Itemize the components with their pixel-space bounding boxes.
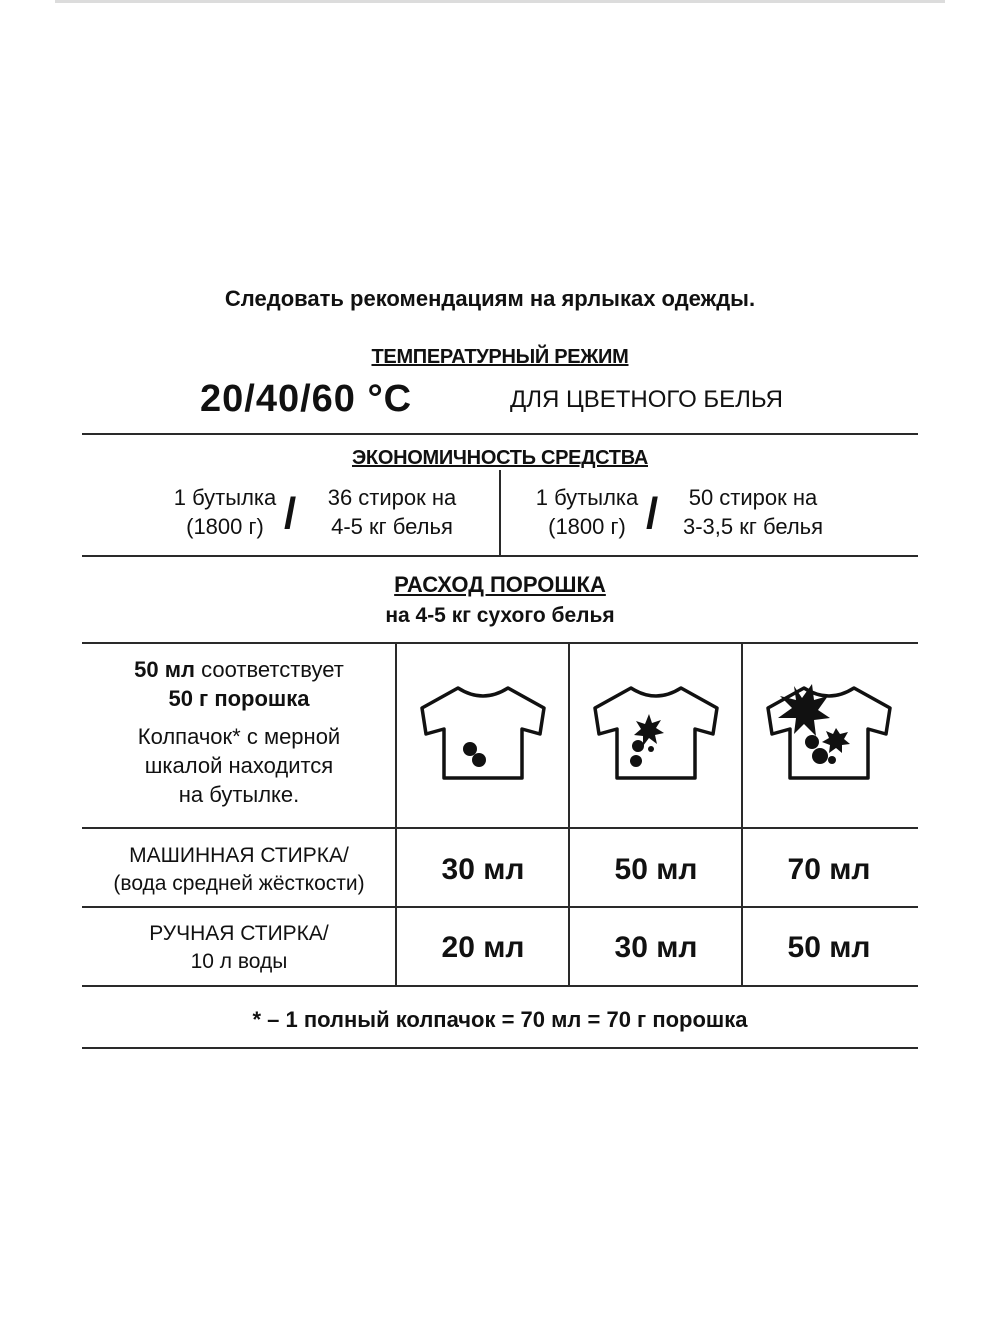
amount-line: 1 бутылка [173, 485, 277, 510]
cap-note-line: шкалой находится [144, 753, 334, 778]
amount-line: (1800 г) [548, 514, 626, 539]
table-row-border [82, 906, 918, 908]
economy-divider [499, 470, 501, 556]
economy-title: ЭКОНОМИЧНОСТЬ СРЕДСТВА [352, 447, 648, 469]
hand-wash-medium: 30 мл [614, 931, 698, 964]
amount-line: (1800 г) [186, 514, 264, 539]
row-label-line: РУЧНАЯ СТИРКА/ [149, 922, 329, 945]
temperature-label: ДЛЯ ЦВЕТНОГО БЕЛЬЯ [510, 386, 783, 413]
hand-wash-label [82, 920, 396, 976]
washes-line: 4-5 кг белья [331, 514, 453, 539]
cap-note-line: Колпачок* с мерной [137, 724, 341, 749]
economy-left-washes [308, 483, 476, 541]
dosage-grams: 50 г порошка [168, 686, 310, 711]
washes-line: 3-3,5 кг белья [682, 514, 824, 539]
row-label-line: (вода средней жёсткости) [113, 872, 365, 895]
care-advice: Следовать рекомендациям на ярлыках одежды. [224, 286, 756, 311]
dosage-ml-line [82, 655, 396, 684]
divider-line [82, 433, 918, 435]
washes-line: 50 стирок на [688, 485, 818, 510]
footnote: * – 1 полный колпачок = 70 мл = 70 г порошка [252, 1007, 748, 1032]
dosage-info [82, 655, 396, 809]
machine-wash-light: 30 мл [441, 853, 525, 886]
consumption-title: РАСХОД ПОРОШКА [394, 572, 606, 597]
economy-right-slash: / [646, 489, 659, 538]
dosage-ml-text: соответствует [195, 657, 344, 682]
hand-wash-light: 20 мл [441, 931, 525, 964]
tshirt-light-stain-icon [418, 682, 548, 782]
consumption-subtitle: на 4-5 кг сухого белья [385, 604, 615, 627]
economy-left-slash: / [284, 489, 297, 538]
economy-left-amount [160, 483, 290, 541]
temperature-value: 20/40/60 °C [200, 378, 413, 420]
amount-line: 1 бутылка [535, 485, 639, 510]
machine-wash-label [82, 842, 396, 898]
washes-line: 36 стирок на [327, 485, 457, 510]
economy-right-amount [522, 483, 652, 541]
dosage-ml: 50 мл [134, 657, 196, 682]
economy-right-washes [666, 483, 840, 541]
row-label-line: МАШИННАЯ СТИРКА/ [129, 844, 349, 867]
hand-wash-heavy: 50 мл [787, 931, 871, 964]
table-row-border [82, 827, 918, 829]
table-bottom-border [82, 985, 918, 987]
tshirt-medium-stain-icon [591, 682, 721, 782]
divider-line [82, 1047, 918, 1049]
table-top-border [82, 642, 918, 644]
cap-note-line: на бутылке. [178, 782, 300, 807]
tshirt-heavy-stain-icon [764, 682, 894, 782]
divider-line [82, 555, 918, 557]
temperature-title: ТЕМПЕРАТУРНЫЙ РЕЖИМ [371, 346, 629, 368]
machine-wash-heavy: 70 мл [787, 853, 871, 886]
row-label-line: 10 л воды [190, 950, 288, 973]
machine-wash-medium: 50 мл [614, 853, 698, 886]
top-divider [55, 0, 945, 3]
